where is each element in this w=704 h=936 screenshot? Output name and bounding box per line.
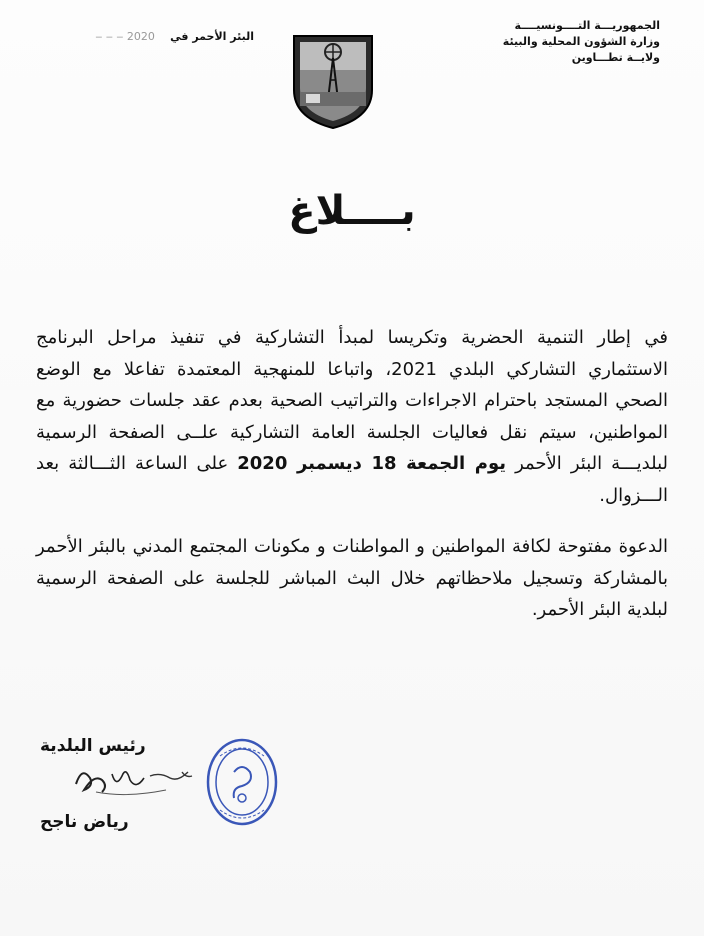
header-place-date: [44, 30, 254, 43]
header-line-ministry: وزارة الشؤون المحلية والبيئة: [502, 35, 660, 48]
municipality-emblem-icon: [290, 30, 376, 130]
handwritten-signature-icon: [66, 752, 206, 802]
meeting-time: على الساعة الثـــالثة بعد الـــزوال.: [36, 453, 668, 506]
header-line-governorate: ولايــة تطـــاوين: [571, 51, 660, 64]
announcement-body: [36, 322, 668, 626]
signatory-name: رياض ناجح: [40, 812, 129, 832]
meeting-date-bold: يوم الجمعة 18 ديسمبر 2020: [237, 453, 507, 474]
document-title: بــــلاغ: [288, 188, 416, 234]
p1-line-5: الجلسة العامة التشاركية علــى الصفحة الرسمية لبلديـــة البئر الأحمر: [36, 421, 668, 474]
p1-line-3: تفاعلا مع الوضع الصحي المستجد باحترام الاجراءات والتراتيب: [36, 358, 669, 411]
p2-line-3: المباشر للجلسة على الصفحة الرسمية لبلدية البئر الأحمر.: [36, 567, 668, 620]
place-date-label: البئر الأحمر في: [170, 30, 254, 43]
p2-line-1: الدعوة مفتوحة لكافة المواطنين و المواطنات و مكونات المجتمع: [189, 536, 668, 557]
header-institution: [470, 18, 660, 66]
p1-line-4: الصحية بعدم عقد جلسات حضورية مع المواطنين، سيتم نقل فعاليات: [36, 390, 668, 443]
header-line-republic: الجمهوريـــة التــــونسيــــة: [514, 19, 660, 32]
date-value: 2020 ‒ ‒ ‒: [95, 30, 155, 43]
official-stamp-icon: [204, 736, 280, 828]
paragraph-2: [36, 531, 668, 626]
p1-line-2: البرنامج الاستثماري التشاركي البلدي 2021، واتباعا للمنهجية المعتمدة: [36, 327, 668, 380]
p2-line-2: المدني بالبئر الأحمر بالمشاركة وتسجيل ملاحظاتهم خلال البث: [36, 536, 668, 589]
signatory-title: رئيس البلدية: [40, 736, 146, 756]
p1-line-1: في إطار التنمية الحضرية وتكريسا لمبدأ التشاركية في تنفيذ مراحل: [107, 327, 668, 348]
paragraph-1: [36, 322, 668, 511]
